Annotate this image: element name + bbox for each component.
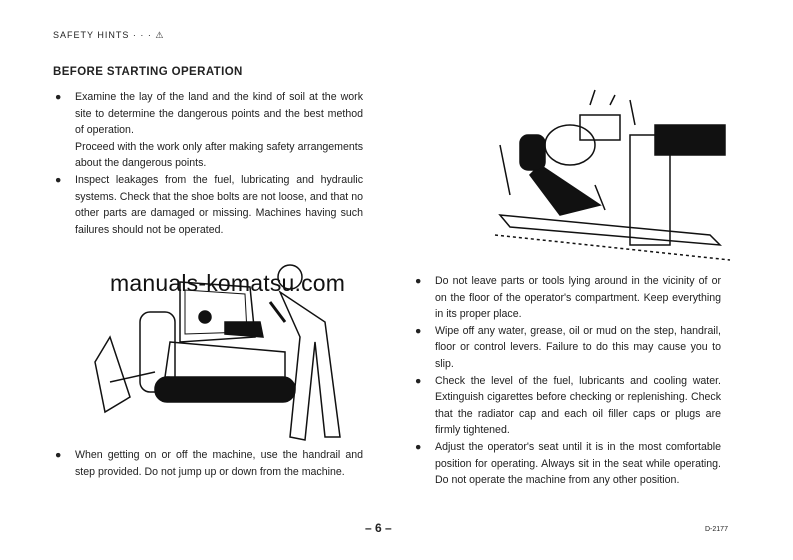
bullet-icon: ● — [55, 173, 62, 186]
page-number: – 6 – — [365, 521, 392, 535]
bullet-icon: ● — [55, 91, 62, 103]
list-item — [55, 172, 363, 238]
section-label: SAFETY HINTS — [53, 30, 130, 40]
right-column — [415, 273, 721, 489]
bullet-icon: ● — [415, 275, 422, 287]
list-item — [415, 323, 721, 373]
list-item — [415, 273, 721, 323]
bullet-icon: ● — [415, 374, 422, 387]
paragraph: Do not leave parts or tools lying around in the vicinity of or on the floor of the operator's compartment. Keep everything in its proper place. — [435, 275, 721, 321]
watermark[interactable]: manuals-komatsu.com — [110, 270, 346, 296]
document-code: D-2177 — [705, 526, 728, 533]
left-column-top — [55, 89, 363, 238]
bullet-icon: ● — [415, 440, 422, 453]
paragraph: When getting on or off the machine, use the handrail and step provided. Do not jump up or down from the machine. — [75, 449, 363, 478]
paragraph: Examine the lay of the land and the kind of soil at the work site to determine the dangerous points and the best method of operation. — [75, 91, 363, 137]
paragraph: Proceed with the work only after making safety arrangements about the dangerous points. — [75, 140, 363, 170]
list-item — [415, 373, 721, 439]
bullet-icon: ● — [415, 324, 422, 337]
paragraph: Adjust the operator's seat until it is in the most comfortable position for operating. Always sit in the seat while operating. Do not operate the machine from any other position. — [435, 440, 721, 487]
left-column-bottom — [55, 447, 363, 480]
paragraph: Inspect leakages from the fuel, lubricating and hydraulic systems. Check that the shoe bolts are not loose, and that no other parts are damaged or missing. Machines having such failures should not be operated. — [75, 173, 363, 236]
operator-cab-illustration — [480, 85, 740, 265]
paragraph: Check the level of the fuel, lubricants and cooling water. Extinguish cigarettes before checking or replenishing. Check that the radiator cap and each oil filler caps or plugs are firmly tightened. — [435, 374, 721, 437]
list-item — [415, 439, 721, 489]
running-header — [53, 30, 164, 41]
list-item — [55, 447, 363, 480]
bullet-icon: ● — [55, 449, 62, 461]
warning-triangle-icon: · · · ⚠ — [132, 30, 165, 40]
paragraph: Wipe off any water, grease, oil or mud on the step, handrail, floor or control levers. Failure to do this may cause you to slip. — [435, 324, 721, 370]
list-item — [55, 89, 363, 172]
section-title: BEFORE STARTING OPERATION — [53, 66, 243, 78]
